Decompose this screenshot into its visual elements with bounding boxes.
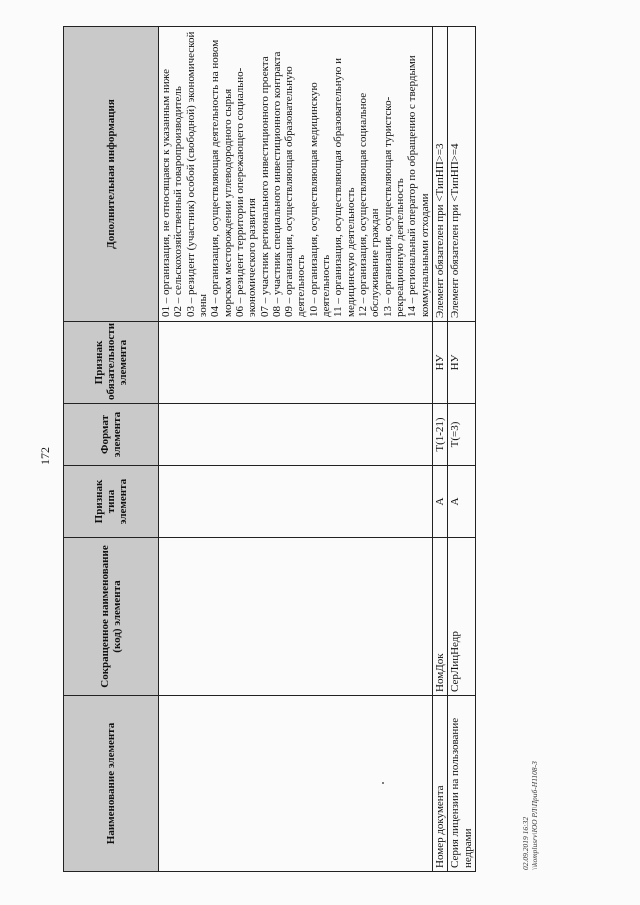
cell-required: НУ <box>448 322 476 404</box>
cell-format: T(1-21) <box>432 404 447 466</box>
info-item: 13 – организация, осуществляющая туристско-рекреационную деятельность <box>381 96 406 317</box>
header-name: Наименование элемента <box>64 696 159 872</box>
cell-name: Номер документа <box>432 696 447 872</box>
print-stamp <box>522 761 539 870</box>
table-row-codes <box>159 27 433 872</box>
spec-table <box>63 26 476 872</box>
cell-name-empty <box>159 696 433 872</box>
header-format: Формат элемента <box>64 404 159 466</box>
header-type: Признак типа элемента <box>64 466 159 538</box>
table-header-row <box>64 27 159 872</box>
info-item: 03 – резидент (участник) особой (свободной) экономической зоны <box>184 31 209 317</box>
cell-code-empty <box>159 538 433 696</box>
header-required: Признак обязательности элемента <box>64 322 159 404</box>
info-item: 09 – организация, осуществляющая образовательную деятельность <box>283 66 308 317</box>
info-item: 06 – резидент территории опережающего социально-экономического развития <box>233 67 259 317</box>
info-item: 12 – организация, осуществляющая социальное обслуживание граждан <box>357 92 382 317</box>
cell-required: НУ <box>432 322 447 404</box>
info-item: 14 – региональный оператор по обращению с твердыми коммунальными отходами <box>406 55 431 317</box>
header-info: Дополнительная информация <box>64 27 159 322</box>
cell-type-empty <box>159 466 433 538</box>
cell-type: А <box>432 466 447 538</box>
cell-required-empty <box>159 322 433 404</box>
cell-info: Элемент обязателен при <ТипНП>=3 <box>432 27 447 322</box>
info-item: 02 – сельскохозяйственный товаропроизводитель <box>172 86 185 317</box>
rotated-page <box>36 27 556 872</box>
info-item: 01 – организация, не относящаяся к указанным ниже <box>160 69 172 317</box>
cell-type: А <box>448 466 476 538</box>
info-item: 10 – организация, осуществляющая медицинскую деятельность <box>307 82 333 317</box>
info-item: 04 – организация, осуществляющая деятельность на новом морском месторождении углеводородного сырья <box>209 39 234 317</box>
info-item: 08 – участник специального инвестиционного контракта <box>270 51 283 317</box>
cell-info-codes <box>159 27 433 322</box>
cell-code: СерЛицНедр <box>448 538 476 696</box>
cell-format-empty <box>159 404 433 466</box>
cell-format: T(=3) <box>448 404 476 466</box>
cell-name: Серия лицензии на пользование недрами <box>448 696 476 872</box>
info-item: 11 – организация, осуществляющая образовательную и медицинскую деятельность <box>332 58 357 317</box>
print-path: \\komplusrv\ЮО РЛ\Приб-Н1108-3 <box>529 761 539 870</box>
cell-info: Элемент обязателен при <ТипНП>=4 <box>448 27 476 322</box>
page-number: 172 <box>38 447 52 465</box>
info-item: 07 – участник регионального инвестиционного проекта <box>258 56 271 317</box>
cell-code: НомДок <box>432 538 447 696</box>
table-row <box>432 27 447 872</box>
print-timestamp: 02.09.2019 16:32 <box>521 816 530 870</box>
header-code: Сокращенное наименование (код) элемента <box>64 538 159 696</box>
table-row <box>448 27 476 872</box>
scan-speck <box>382 782 384 784</box>
